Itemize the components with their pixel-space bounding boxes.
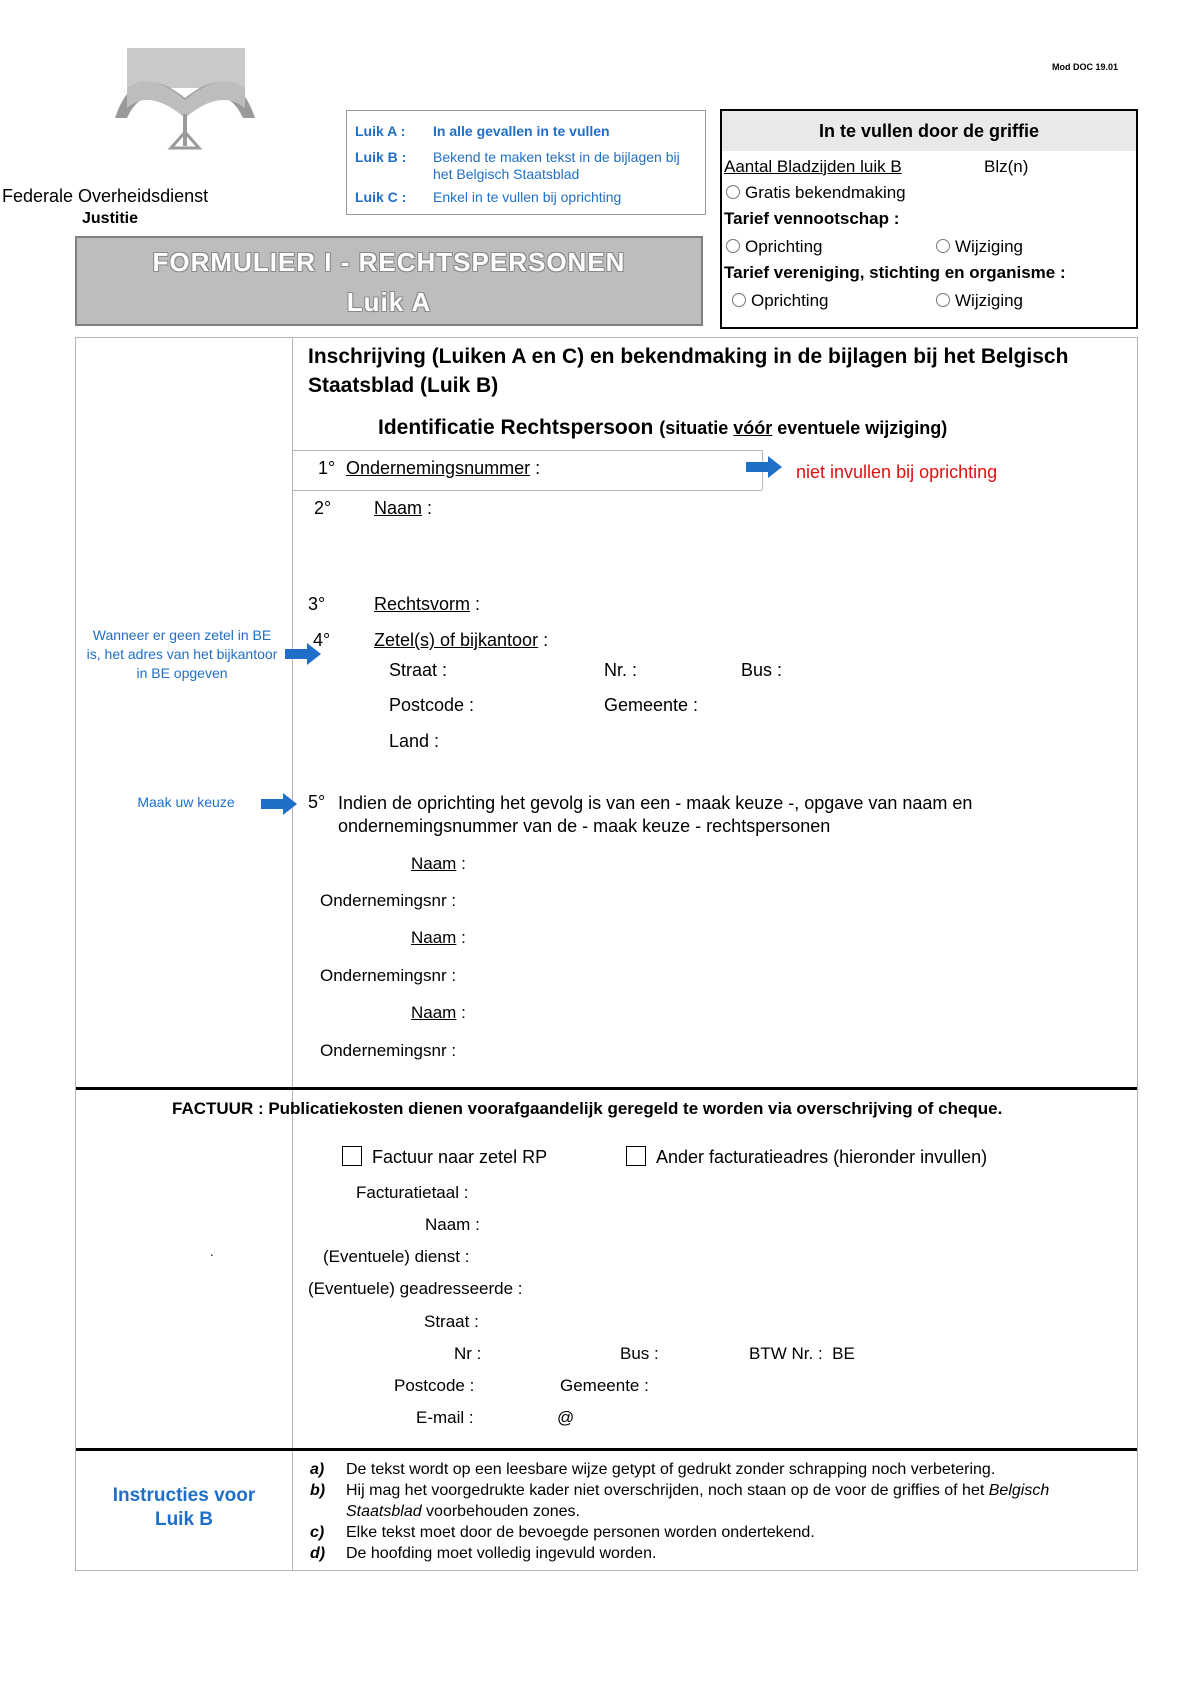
name-field[interactable]: Naam : bbox=[374, 498, 433, 518]
legend-key: Luik C : bbox=[355, 189, 407, 205]
justice-logo bbox=[105, 48, 265, 158]
other-invoice-address-option[interactable]: Ander facturatieadres (hieronder invullen) bbox=[626, 1146, 987, 1168]
field2-number: 2° bbox=[314, 498, 332, 518]
seat-field: Zetel(s) of bijkantoor : bbox=[374, 630, 549, 650]
form-title: FORMULIER I - RECHTSPERSONEN bbox=[152, 247, 626, 277]
merger-company-number-3[interactable]: Ondernemingsnr : bbox=[320, 1041, 457, 1060]
legend-value: In alle gevallen in te vullen bbox=[433, 123, 610, 139]
ministry-department: Justitie bbox=[82, 210, 139, 227]
left-column-dot: . bbox=[210, 1244, 214, 1259]
legend-row-b bbox=[355, 149, 693, 183]
company-change-option[interactable]: Wijziging bbox=[936, 237, 1023, 257]
legend-row-a bbox=[355, 123, 693, 140]
form-heading: Inschrijving (Luiken A en C) en bekendmaking in de bijlagen bij het Belgisch Staatsblad (Luik B) bbox=[308, 345, 1069, 397]
luik-legend bbox=[346, 110, 706, 215]
field5-note: Maak uw keuze bbox=[137, 794, 235, 810]
merger-name-2[interactable]: Naam : bbox=[411, 928, 466, 947]
house-number-field[interactable]: Nr. : bbox=[604, 660, 638, 680]
field5-number: 5° bbox=[308, 792, 326, 812]
field1-note: niet invullen bij oprichting bbox=[796, 462, 998, 482]
company-number-field[interactable]: Ondernemingsnummer : bbox=[346, 458, 541, 478]
legend-value: Bekend te maken tekst in de bijlagen bij het Belgisch Staatsblad bbox=[433, 149, 680, 182]
invoice-number-field[interactable]: Nr : bbox=[454, 1344, 482, 1363]
company-founding-option[interactable]: Oprichting bbox=[726, 237, 822, 257]
invoice-postcode-field[interactable]: Postcode : bbox=[394, 1376, 475, 1395]
ministry-name: Federale Overheidsdienst bbox=[2, 186, 209, 206]
merger-name-1[interactable]: Naam : bbox=[411, 854, 466, 873]
merger-company-number-1[interactable]: Ondernemingsnr : bbox=[320, 891, 457, 910]
checkbox-icon bbox=[626, 1146, 646, 1166]
identification-heading: Identificatie Rechtspersoon (situatie vóór eventuele wijziging) bbox=[378, 416, 948, 439]
free-publication-option[interactable]: Gratis bekendmaking bbox=[726, 183, 906, 203]
association-rate-label: Tarief vereniging, stichting en organisme : bbox=[724, 263, 1066, 282]
pages-label: Aantal Bladzijden luik B bbox=[724, 157, 902, 176]
section-separator-instructions bbox=[76, 1448, 1137, 1451]
legend-key: Luik A : bbox=[355, 123, 406, 139]
column-divider bbox=[292, 338, 293, 1571]
arrow-right-icon bbox=[259, 792, 299, 816]
invoice-language-field[interactable]: Facturatietaal : bbox=[356, 1183, 469, 1202]
invoice-municipality-field[interactable]: Gemeente : bbox=[560, 1376, 649, 1395]
invoice-street-field[interactable]: Straat : bbox=[424, 1312, 479, 1331]
municipality-field[interactable]: Gemeente : bbox=[604, 695, 699, 715]
invoice-box-field[interactable]: Bus : bbox=[620, 1344, 659, 1363]
box-field[interactable]: Bus : bbox=[741, 660, 783, 680]
checkbox-icon bbox=[342, 1146, 362, 1166]
main-form: Inschrijving (Luiken A en C) en bekendmaking in de bijlagen bij het Belgisch Staatsblad (Luik B) Identificatie Rechtspersoon (situatie vóór eventuele wijziging) 1° Ondernemingsnummer : niet invullen bij oprichting 2° Naam : 3° Rechtsvorm : Wanneer er geen zetel in BE is, het adres van het bijkantoor in BE opgeven 4° Zetel(s) of bijkantoor : Straat : Nr. : Bus : Postcode : Gemeente : Land : Maak uw keuze 5° Indien de oprichting het gevolg is van een - maak keuze -, opgave van naam en ondernemingsnummer van de - maak keuze - rechtspersonen Naam : Ondernemingsnr : Naam : Ondernemingsnr : Naam : Ondernemingsnr : FACTUUR : Publicatiekosten dienen voorafgaandelijk geregeld te worden via overschrijving of cheque. Factuur naar zetel RP Ander facturatieadres (hieronder invullen) Facturatietaal : Naam : . (Eventuele) dienst : (Eventuele) geadresseerde : Straat : Nr : Bus : BTW Nr. : BE Postcode : Gemeente : E-mail : @ Instructies voor Luik B a) De tekst wordt op een leesbare wijze getypt of gedrukt zonder schrapping noch verbetering. b) Hij mag het voorgedrukte kader niet overschrijden, noch staan op de voor de griffies of het Belgisch Staatsblad voorbehouden zones. c) Elke tekst moet door de bevoegde personen worden ondertekend. d) De hoofding moet volledig ingevuld worden. bbox=[75, 337, 1138, 1571]
invoice-name-field[interactable]: Naam : bbox=[425, 1215, 480, 1234]
registry-box-title: In te vullen door de griffie bbox=[722, 111, 1136, 151]
company-rate-label: Tarief vennootschap : bbox=[724, 209, 900, 228]
arrow-right-icon bbox=[744, 455, 784, 479]
section-separator-factuur bbox=[76, 1087, 1137, 1090]
form-subtitle: Luik A bbox=[346, 287, 432, 317]
field1-number: 1° bbox=[318, 458, 336, 478]
radio-icon bbox=[936, 239, 950, 253]
instructions-title: Instructies voor Luik B bbox=[112, 1485, 256, 1530]
field4-number: 4° bbox=[313, 630, 331, 650]
legend-value: Enkel in te vullen bij oprichting bbox=[433, 189, 622, 205]
legend-row-c bbox=[355, 189, 693, 206]
radio-icon bbox=[726, 239, 740, 253]
email-at-sign: @ bbox=[557, 1408, 575, 1427]
pages-unit: Blz(n) bbox=[984, 157, 1029, 176]
merger-company-number-2[interactable]: Ondernemingsnr : bbox=[320, 966, 457, 985]
street-field[interactable]: Straat : bbox=[389, 660, 448, 680]
form-model-code: Mod DOC 19.01 bbox=[1052, 62, 1119, 72]
country-field[interactable]: Land : bbox=[389, 731, 440, 751]
field4-note: Wanneer er geen zetel in BE is, het adres van het bijkantoor in BE opgeven bbox=[86, 627, 278, 681]
legend-key: Luik B : bbox=[355, 149, 407, 165]
form-title-banner bbox=[75, 236, 703, 326]
legal-form-field[interactable]: Rechtsvorm : bbox=[374, 594, 481, 614]
invoice-heading: FACTUUR : Publicatiekosten dienen voorafgaandelijk geregeld te worden via overschrijving of cheque. bbox=[172, 1099, 1003, 1118]
association-change-option[interactable]: Wijziging bbox=[936, 291, 1023, 311]
invoice-addressee-field[interactable]: (Eventuele) geadresseerde : bbox=[308, 1279, 523, 1298]
field3-number: 3° bbox=[308, 594, 326, 614]
radio-icon bbox=[732, 293, 746, 307]
postcode-field[interactable]: Postcode : bbox=[389, 695, 475, 715]
invoice-department-field[interactable]: (Eventuele) dienst : bbox=[323, 1247, 470, 1266]
merger-name-3[interactable]: Naam : bbox=[411, 1003, 466, 1022]
merger-choice-text[interactable]: Indien de oprichting het gevolg is van een - maak keuze -, opgave van naam en ondernemingsnummer van de - maak keuze - rechtspersonen bbox=[338, 793, 973, 836]
registry-box bbox=[720, 109, 1138, 329]
invoice-email-field[interactable]: E-mail : bbox=[416, 1408, 474, 1427]
vat-number-field[interactable]: BTW Nr. : BE bbox=[749, 1344, 855, 1363]
heading-frame-bottom bbox=[292, 450, 762, 451]
invoice-to-seat-option[interactable]: Factuur naar zetel RP bbox=[342, 1146, 547, 1168]
radio-icon bbox=[726, 185, 740, 199]
association-founding-option[interactable]: Oprichting bbox=[732, 291, 828, 311]
radio-icon bbox=[936, 293, 950, 307]
field1-frame-bottom bbox=[292, 490, 762, 491]
